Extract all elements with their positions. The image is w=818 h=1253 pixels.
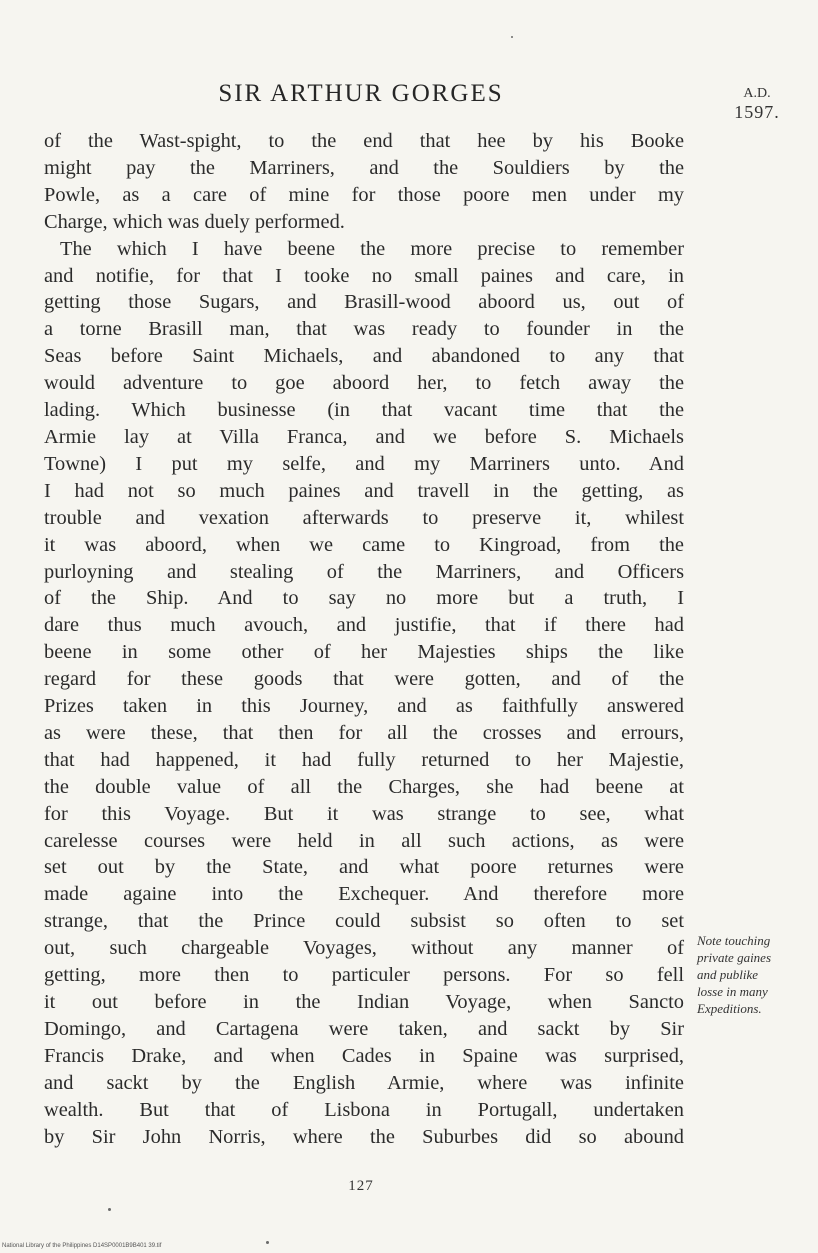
margin-note-line: Expeditions. <box>697 1001 762 1016</box>
margin-note-line: losse in many <box>697 984 768 999</box>
text-line: The which I have beene the more precise to remember <box>60 237 684 260</box>
text-line: and sackt by the English Armie, where was infinite <box>44 1071 684 1094</box>
text-line: made againe into the Exchequer. And therefore more <box>44 883 684 906</box>
running-title: SIR ARTHUR GORGES <box>218 80 504 107</box>
scan-credit: National Library of the Philippines D14SP0001B9B401 39.tif <box>2 1243 162 1249</box>
text-line: of the Ship. And to say no more but a truth, I <box>44 587 684 610</box>
margin-note-line: Note touching <box>697 933 771 948</box>
page-number: 127 <box>348 1178 374 1194</box>
text-line: strange, that the Prince could subsist so often to set <box>44 910 684 933</box>
text-line: carelesse courses were held in all such actions, as were <box>44 829 684 852</box>
text-line: a torne Brasill man, that was ready to founder in the <box>44 318 684 341</box>
text-line: Domingo, and Cartagena were taken, and sackt by Sir <box>44 1017 684 1040</box>
text-line: Prizes taken in this Journey, and as faithfully answered <box>44 695 684 718</box>
text-line: purloyning and stealing of the Marriners, and Officers <box>44 560 684 583</box>
text-line: out, such chargeable Voyages, without any manner of <box>44 937 684 960</box>
text-line: Charge, which was duely performed. <box>44 210 345 233</box>
text-line: that had happened, it had fully returned to her Majestie, <box>44 748 684 771</box>
margin-note <box>697 932 815 1017</box>
text-line: getting, more then to particuler persons. For so fell <box>44 964 684 987</box>
text-line: would adventure to goe aboord her, to fetch away the <box>44 372 684 395</box>
text-line: by Sir John Norris, where the Suburbes did so abound <box>44 1125 684 1148</box>
scan-speck <box>511 36 513 38</box>
text-line: set out by the State, and what poore returnes were <box>44 856 684 879</box>
text-line: beene in some other of her Majesties ships the like <box>44 641 684 664</box>
scan-speck <box>266 1241 269 1244</box>
text-line: Francis Drake, and when Cades in Spaine was surprised, <box>44 1044 684 1067</box>
text-line: as were these, that then for all the crosses and errours, <box>44 721 684 744</box>
text-line: regard for these goods that were gotten, and of the <box>44 668 684 691</box>
body-text <box>44 128 684 1150</box>
text-line: Seas before Saint Michaels, and abandoned to any that <box>44 345 684 368</box>
scan-speck <box>108 1208 111 1211</box>
text-line: Armie lay at Villa Franca, and we before S. Michaels <box>44 425 684 448</box>
text-line: for this Voyage. But it was strange to see, what <box>44 802 684 825</box>
text-line: of the Wast-spight, to the end that hee by his Booke <box>44 130 684 152</box>
text-line: I had not so much paines and travell in the getting, as <box>44 479 684 502</box>
text-line: dare thus much avouch, and justifie, that if there had <box>44 614 684 637</box>
margin-year: 1597. <box>734 102 780 122</box>
text-line: and notifie, for that I tooke no small paines and care, in <box>44 264 684 287</box>
text-line: lading. Which businesse (in that vacant time that the <box>44 399 684 422</box>
text-line: might pay the Marriners, and the Souldiers by the <box>44 156 684 179</box>
margin-era: A.D. <box>743 86 771 101</box>
text-line: Towne) I put my selfe, and my Marriners unto. And <box>44 452 684 475</box>
text-line: getting those Sugars, and Brasill-wood aboord us, out of <box>44 291 684 314</box>
text-line: trouble and vexation afterwards to preserve it, whilest <box>44 506 684 529</box>
text-line: Powle, as a care of mine for those poore men under my <box>44 183 684 206</box>
margin-note-line: private gaines <box>697 950 772 965</box>
text-line: wealth. But that of Lisbona in Portugall, undertaken <box>44 1098 684 1121</box>
margin-date <box>722 84 792 122</box>
margin-note-line: and publike <box>697 967 759 982</box>
text-line: it out before in the Indian Voyage, when Sancto <box>44 991 684 1013</box>
text-line: it was aboord, when we came to Kingroad, from the <box>44 533 684 556</box>
text-line: the double value of all the Charges, she had beene at <box>44 775 684 798</box>
